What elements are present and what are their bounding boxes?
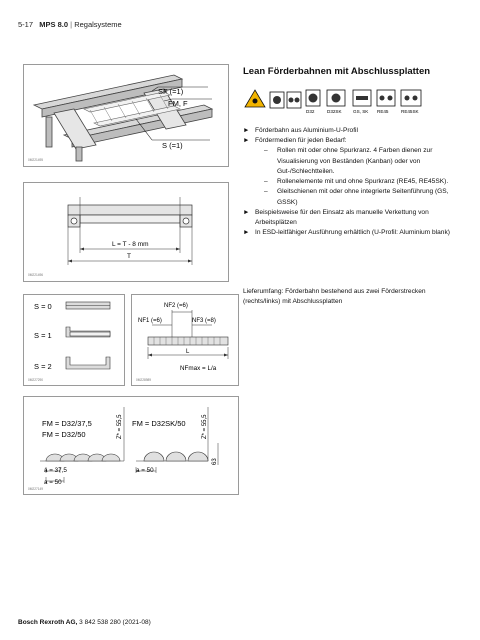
- feature-icons: [243, 87, 439, 115]
- s-variants-drawing: [24, 295, 124, 385]
- label-a-50-right: a = 50: [136, 467, 154, 474]
- label-height: 63: [212, 458, 218, 465]
- label-sf: SF (=1): [158, 87, 184, 96]
- page-footer: [18, 619, 151, 626]
- list-item: ► In ESD-leitfähiger Ausführung erhältlich (U-Profil: Aluminium blank): [243, 229, 450, 237]
- roller-element-icon: [287, 92, 301, 108]
- icon-label-d32: D32: [306, 109, 315, 114]
- list-item: – Rollen mit oder ohne Spurkranz. 4 Farben dienen zur Visualisierung von Beständen (Kanban) oder von Gut-/Schlechtteilen.: [264, 147, 433, 175]
- icon-label-re45: RE45: [377, 109, 389, 114]
- scope-of-delivery: [243, 287, 458, 307]
- header-separator: |: [70, 20, 73, 29]
- scope-text: Lieferumfang: Förderbahn bestehend aus zwei Förderstrecken (rechts/links) mit Abschlussplatten: [243, 288, 426, 306]
- figure-fm-variants: [23, 396, 239, 495]
- label-nf2: NF2 (=6): [164, 303, 188, 309]
- label-nf1: NF1 (=6): [138, 318, 162, 324]
- esd-warning-icon: [245, 90, 265, 107]
- icon-label-re45sk: RE45SK: [401, 109, 419, 114]
- label-length: L = T - 8 mm: [112, 241, 149, 248]
- figure-nf-dimensions: [131, 294, 239, 386]
- fm-variants-drawing: [24, 397, 238, 494]
- label-l: L: [186, 349, 190, 355]
- figure-id: 0M227149: [28, 487, 44, 491]
- figure-s-variants: [23, 294, 125, 386]
- label-nfmax: NFmax = L/a: [180, 365, 217, 372]
- figure-id: 0M221495: [28, 158, 44, 162]
- conveyor-side-drawing: [24, 183, 228, 281]
- label-fm: FM, F: [168, 99, 188, 108]
- gs-sk-icon: [353, 90, 371, 106]
- label-s: S (=1): [162, 141, 183, 150]
- conveyor-perspective-drawing: [24, 65, 228, 166]
- d32-icon: [306, 90, 320, 106]
- d32sk-icon: [327, 90, 345, 106]
- re45sk-icon: [401, 90, 421, 106]
- label-fm-d32sk-50: FM = D32SK/50: [132, 419, 186, 428]
- nf-dimensions-drawing: [132, 295, 238, 385]
- list-item: ► Beispielsweise für den Einsatz als manuelle Verkettung von Arbeitsplätzen: [243, 208, 429, 226]
- label-fm-d32-50: FM = D32/50: [42, 430, 86, 439]
- label-z-right: Z* = 55,5: [202, 414, 208, 439]
- re45-icon: [377, 90, 395, 106]
- page-number: 5-17: [18, 20, 34, 29]
- label-s2: S = 2: [34, 362, 52, 371]
- feature-icon-row: [243, 87, 439, 115]
- list-item: – Gleitschienen mit oder ohne integrierte Seitenführung (GS, GSSK): [264, 188, 449, 206]
- label-nf3: NF3 (=8): [192, 318, 216, 324]
- footer-doc: 3 842 538 280 (2021-08): [79, 619, 151, 626]
- product-title: Lean Förderbahnen mit Abschlussplatten: [243, 66, 431, 77]
- label-t: T: [127, 253, 131, 260]
- product-name: MPS 8.0: [39, 20, 69, 29]
- figure-id: 0M221496: [28, 273, 44, 277]
- section-name: Regalsysteme: [74, 20, 122, 29]
- figure-conveyor-perspective: [23, 64, 229, 167]
- figure-conveyor-side: [23, 182, 229, 282]
- icon-label-d32sk: D32SK: [327, 109, 342, 114]
- figure-id: 0M228989: [136, 378, 152, 382]
- icon-label-gs-sk: GS, SK: [353, 109, 369, 114]
- list-item: – Rollenelemente mit und ohne Spurkranz (RE45, RE45SK).: [264, 178, 449, 186]
- label-a-50-left: a = 50: [44, 479, 62, 486]
- list-item: ► Fördermedien für jeden Bedarf:: [243, 137, 347, 145]
- figure-id: 0M227290: [28, 378, 44, 382]
- footer-company: Bosch Rexroth AG,: [18, 619, 78, 626]
- label-z-left: Z* = 55,5: [117, 414, 123, 439]
- label-a-375: a = 37,5: [44, 467, 67, 474]
- roller-rail-icon: [270, 92, 284, 108]
- feature-list: [243, 126, 458, 238]
- page-header: [18, 20, 122, 29]
- label-s0: S = 0: [34, 302, 52, 311]
- label-s1: S = 1: [34, 331, 52, 340]
- label-fm-d32-375: FM = D32/37,5: [42, 419, 92, 428]
- list-item: ► Förderbahn aus Aluminium-U-Profil: [243, 127, 358, 134]
